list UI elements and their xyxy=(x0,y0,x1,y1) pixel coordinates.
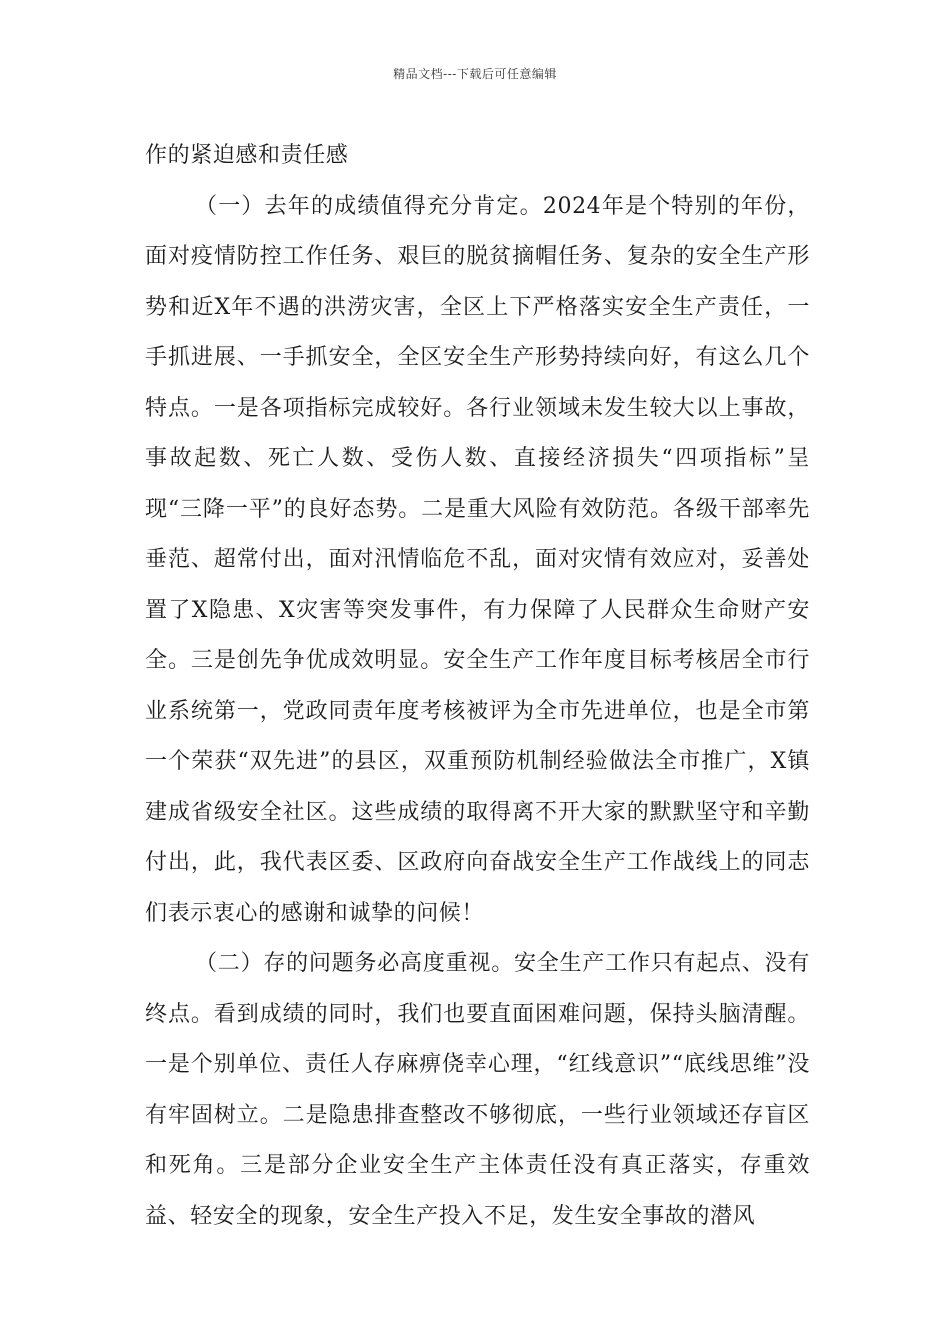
paragraph-continuation: 作的紧迫感和责任感 xyxy=(145,143,349,168)
page-header: 精品文档---下载后可任意编辑 xyxy=(393,67,557,81)
document-body xyxy=(145,131,810,1242)
paragraph-section-two: （二）存的问题务必高度重视。安全生产工作只有起点、没有终点。看到成绩的同时，我们也要直面困难问题，保持头脑清醒。一是个别单位、责任人存麻痹侥幸心理，“红线意识”“底线思维”没有牢固树立。二是隐患排查整改不够彻底，一些行业领域还存盲区和死角。三是部分企业安全生产主体责任没有真正落实，存重效益、轻安全的现象，安全生产投入不足，发生安全事故的潜风 xyxy=(145,951,810,1229)
paragraph-section-one: （一）去年的成绩值得充分肯定。2024年是个特别的年份，面对疫情防控工作任务、艰巨的脱贫摘帽任务、复杂的安全生产形势和近X年不遇的洪涝灾害，全区上下严格落实安全生产责任，一手抓进展、一手抓安全，全区安全生产形势持续向好，有这么几个特点。一是各项指标完成较好。各行业领域未发生较大以上事故，事故起数、死亡人数、受伤人数、直接经济损失“四项指标”呈现“三降一平”的良好态势。二是重大风险有效防范。各级干部率先垂范、超常付出，面对汛情临危不乱，面对灾情有效应对，妥善处置了X隐患、X灾害等突发事件，有力保障了人民群众生命财产安全。三是创先争优成效明显。安全生产工作年度目标考核居全市行业系统第一，党政同责年度考核被评为全市先进单位，也是全市第一个荣获“双先进”的县区，双重预防机制经验做法全市推广，X镇建成省级安全社区。这些成绩的取得离不开大家的默默坚守和辛勤付出，此，我代表区委、区政府向奋战安全生产工作战线上的同志们表示衷心的感谢和诚挚的问候！ xyxy=(145,193,810,926)
